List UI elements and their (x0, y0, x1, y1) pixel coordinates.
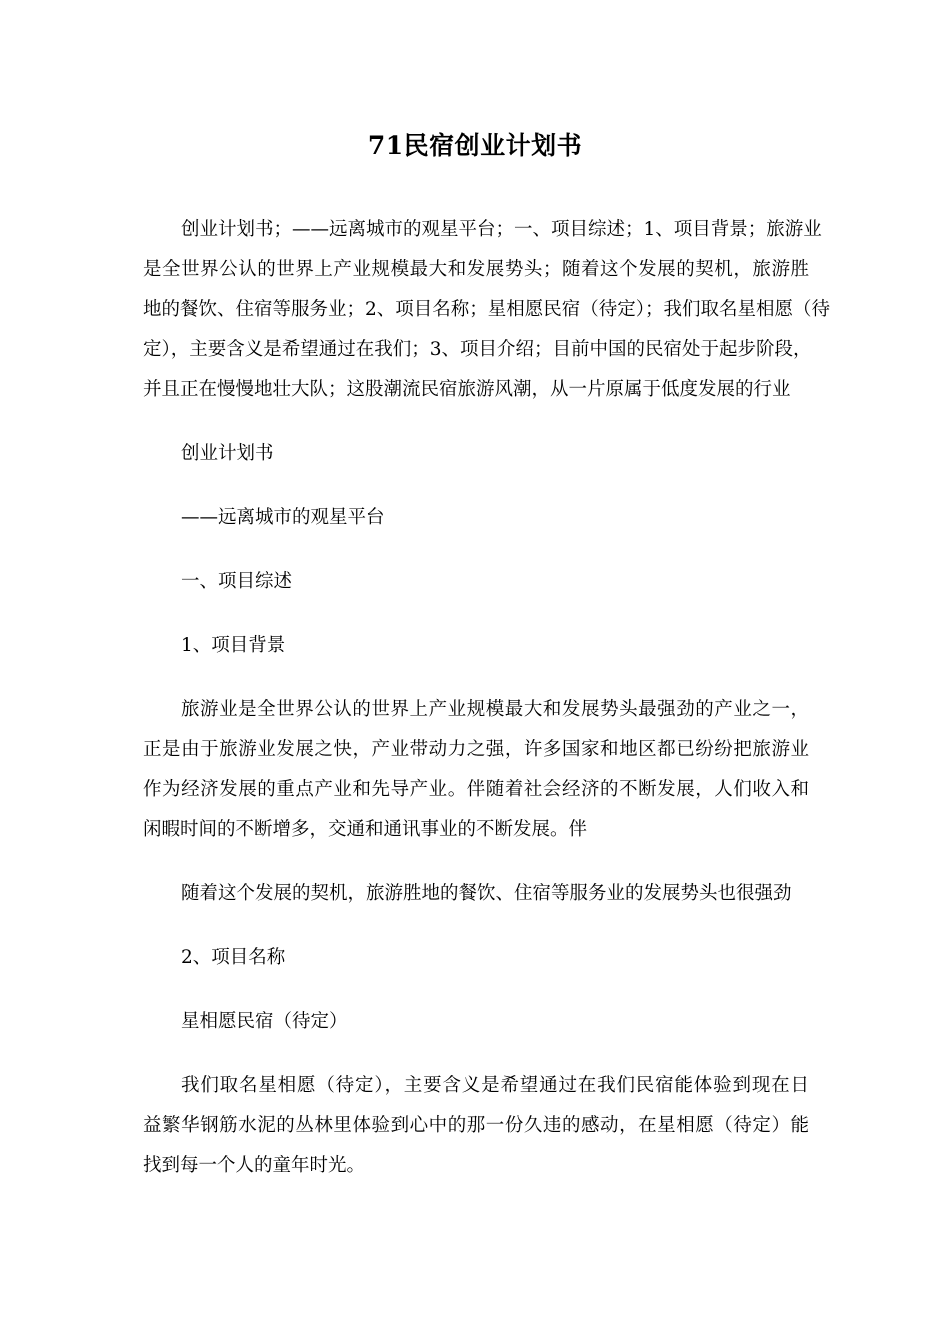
paragraph-line: 旅游业是全世界公认的世界上产业规模最大和发展势头最强劲的产业之一， (181, 699, 809, 720)
paragraph (143, 690, 809, 850)
paragraph (143, 498, 809, 538)
paragraph-line: 星相愿民宿（待定） (181, 1011, 348, 1032)
paragraph-line: 随着这个发展的契机，旅游胜地的餐饮、住宿等服务业的发展势头也很强劲 (181, 883, 792, 904)
paragraph-line: 一、项目综述 (181, 571, 293, 592)
paragraph (143, 626, 809, 666)
document-body (143, 210, 831, 1210)
paragraph-line: 作为经济发展的重点产业和先导产业。伴随着社会经济的不断发展，人们收入和 (143, 779, 809, 800)
paragraph-line: 找到每一个人的童年时光。 (143, 1155, 366, 1176)
paragraph (143, 874, 809, 914)
paragraph-line: 闲暇时间的不断增多，交通和通讯事业的不断发展。伴 (143, 819, 588, 840)
paragraph-line: ——远离城市的观星平台 (181, 507, 385, 528)
paragraph-line: 定），主要含义是希望通过在我们；3、项目介绍；目前中国的民宿处于起步阶段， (143, 339, 812, 360)
paragraph-line: 1、项目背景 (181, 635, 286, 656)
paragraph-line: 地的餐饮、住宿等服务业；2、项目名称；星相愿民宿（待定）；我们取名星相愿（待 (143, 299, 831, 320)
paragraph-line: 创业计划书 (181, 443, 274, 464)
paragraph-line: 益繁华钢筋水泥的丛林里体验到心中的那一份久违的感动，在星相愿（待定）能 (143, 1115, 809, 1136)
paragraph (143, 210, 831, 410)
paragraph-line: 2、项目名称 (181, 947, 286, 968)
paragraph (143, 938, 809, 978)
paragraph-line: 并且正在慢慢地壮大队；这股潮流民宿旅游风潮，从一片原属于低度发展的行业 (143, 379, 791, 400)
paragraph-line: 是全世界公认的世界上产业规模最大和发展势头；随着这个发展的契机，旅游胜 (143, 259, 809, 280)
paragraph (143, 1002, 809, 1042)
document-title: 71民宿创业计划书 (367, 131, 583, 160)
paragraph-line: 正是由于旅游业发展之快，产业带动力之强，许多国家和地区都已纷纷把旅游业 (143, 739, 809, 760)
paragraph (143, 562, 809, 602)
paragraph-line: 创业计划书；——远离城市的观星平台；一、项目综述；1、项目背景；旅游业 (181, 219, 822, 240)
paragraph-line: 我们取名星相愿（待定），主要含义是希望通过在我们民宿能体验到现在日 (181, 1075, 809, 1096)
paragraph (143, 434, 809, 474)
paragraph (143, 1066, 809, 1186)
